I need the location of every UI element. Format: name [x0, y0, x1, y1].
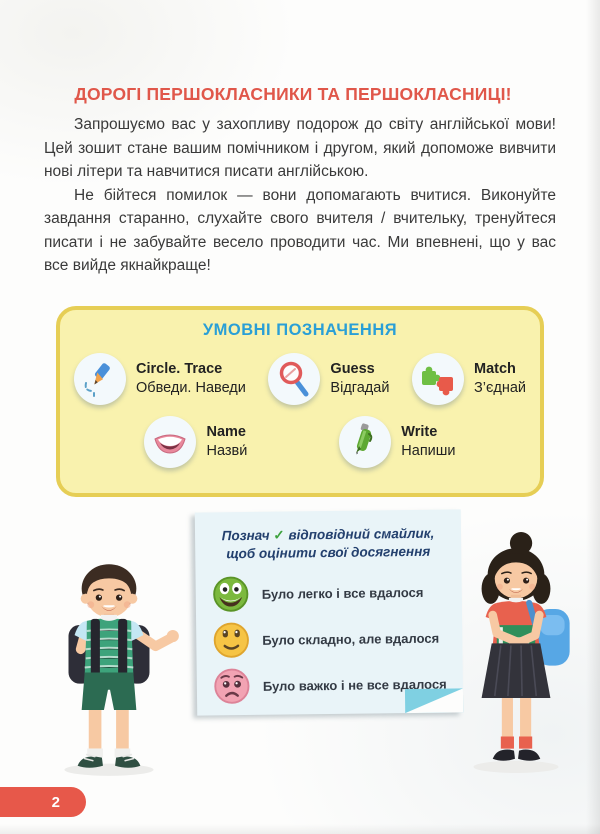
legend-label-en: Match — [473, 361, 516, 377]
legend-item-text — [474, 360, 526, 398]
legend-label-en: Circle. Trace — [136, 361, 223, 377]
calm-yellow-smiley-icon — [212, 621, 250, 659]
girl-illustration — [440, 530, 592, 778]
legend-label-ua: Обведи. Наведи — [136, 380, 246, 396]
legend-label-ua: Напиши — [401, 443, 456, 459]
magnifier-icon — [268, 353, 320, 405]
sad-pink-smiley-icon — [213, 667, 251, 705]
legend-row-2 — [60, 416, 540, 468]
checkmark-icon: ✓ — [273, 527, 285, 543]
legend-item-text — [401, 423, 455, 461]
intro-text — [44, 113, 556, 278]
pen-icon — [339, 416, 391, 468]
note-header-line2: щоб оцінити свої досягнення — [226, 543, 431, 562]
legend-label-ua: З’єднай — [473, 380, 526, 396]
smiley-row-easy — [212, 572, 462, 613]
legend-label-en: Name — [206, 424, 246, 440]
note-header-text: відповідний смайлик, — [288, 525, 435, 543]
legend-label-ua: Назви́ — [206, 443, 248, 459]
legend-label-ua: Відгадай — [330, 380, 390, 396]
legend-title: УМОВНІ ПОЗНАЧЕННЯ — [202, 321, 398, 339]
smiley-row-hard — [213, 664, 463, 705]
legend-item-text — [136, 360, 246, 398]
happy-green-smiley-icon — [212, 575, 250, 613]
legend-row-1 — [60, 353, 540, 405]
legend-item-circle-trace — [74, 353, 246, 405]
legend-item-match — [412, 353, 526, 405]
legend-item-text — [206, 423, 247, 461]
legend-label-en: Write — [401, 424, 438, 440]
intro-paragraph-2: Не бійтеся помилок — вони допомагають вчитися. Виконуйте завдання старанно, слухайте свого вчителя / вчительку, тренуйтеся писати і не забувайте весело проводити час. Ми впевнені, що у вас все вийде якнайкраще! — [44, 186, 556, 274]
legend-item-write — [339, 416, 455, 468]
legend-item-name — [144, 416, 247, 468]
page-title: ДОРОГІ ПЕРШОКЛАСНИКИ ТА ПЕРШОКЛАСНИЦІ! — [74, 84, 512, 104]
page-number-badge — [0, 787, 86, 817]
smiley-label: Було легко і все вдалося — [261, 584, 424, 602]
note-header-text: Познач — [221, 527, 270, 544]
smiley-label: Було складно, але вдалося — [262, 630, 440, 648]
legend-label-en: Guess — [330, 361, 375, 377]
page-number: 2 — [51, 793, 60, 811]
pencil-icon — [74, 353, 126, 405]
smiley-label: Було важко і не все вдалося — [262, 676, 447, 694]
intro-paragraph-1: Запрошуємо вас у захопливу подорож до світу англійської мови! Цей зошит стане вашим помічником і другом, який допоможе вивчити нові літери та навчитися писати англійською. — [44, 116, 556, 180]
mouth-icon — [144, 416, 196, 468]
page-bottom-shadow — [0, 824, 600, 834]
boy-illustration — [28, 560, 190, 778]
legend-item-text — [330, 360, 389, 398]
note-header — [195, 509, 462, 563]
smiley-list — [196, 572, 464, 705]
self-assessment-note — [195, 509, 463, 715]
legend-item-guess — [268, 353, 389, 405]
legend-box — [56, 306, 544, 497]
puzzle-icon — [412, 353, 464, 405]
smiley-row-medium — [212, 618, 462, 659]
